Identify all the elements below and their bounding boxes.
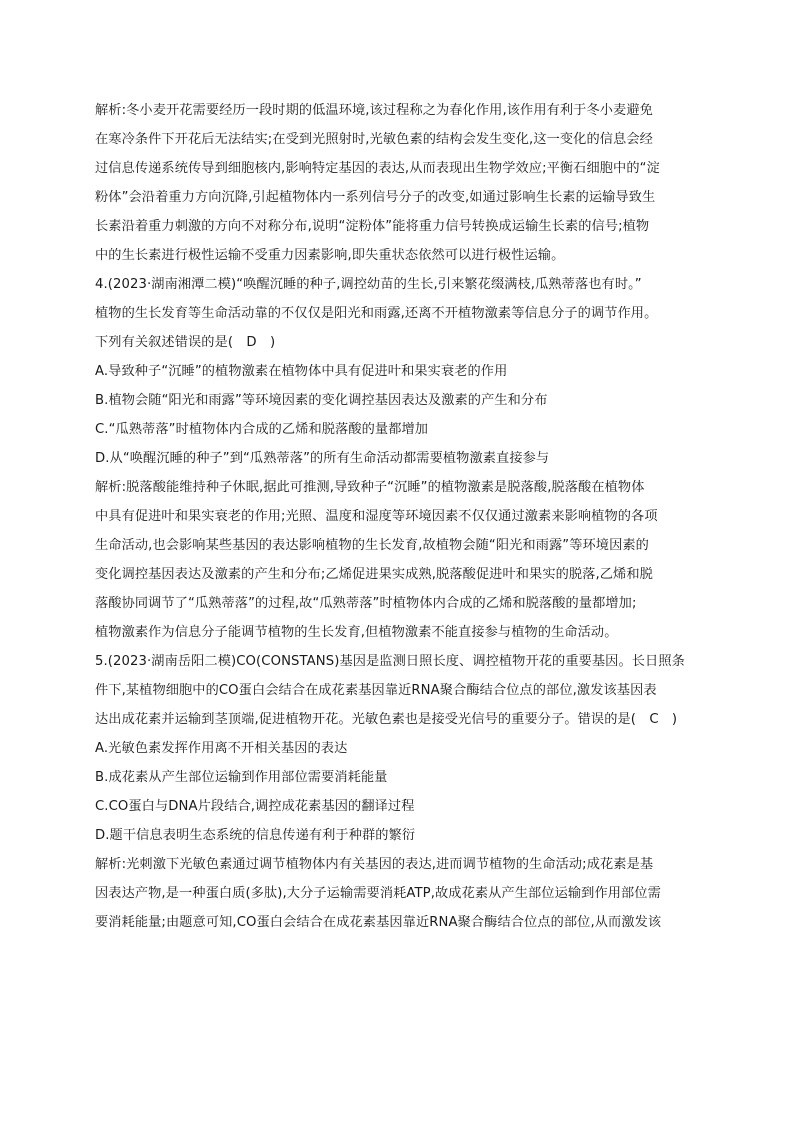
explanation-line: 生命活动,也会影响某些基因的表达影响植物的生长发育,故植物会随“阳光和雨露”等环境因素的 bbox=[95, 538, 649, 553]
question-stem-line: 植物的生长发育等生命活动靠的不仅仅是阳光和雨露,还离不开植物激素等信息分子的调节作用。 bbox=[95, 306, 658, 321]
option-b: B.植物会随“阳光和雨露”等环境因素的变化调控基因表达及激素的产生和分布 bbox=[95, 393, 548, 408]
explanation-line: 因表达产物,是一种蛋白质(多肽),大分子运输需要消耗ATP,故成花素从产生部位运输到作用部位需 bbox=[95, 886, 661, 901]
option-c: C.“瓜熟蒂落”时植物体内合成的乙烯和脱落酸的量都增加 bbox=[95, 422, 429, 437]
explanation-line: 要消耗能量;由题意可知,CO蛋白会结合在成花素基因靠近RNA聚合酶结合位点的部位,从而激发该 bbox=[95, 915, 662, 930]
question-5 bbox=[95, 647, 705, 937]
q3-explanation bbox=[95, 96, 705, 270]
question-4 bbox=[95, 270, 705, 647]
explanation-line: 粉体”会沿着重力方向沉降,引起植物体内一系列信号分子的改变,如通过影响生长素的运输导致生 bbox=[95, 190, 656, 205]
explanation-line: 解析:冬小麦开花需要经历一段时期的低温环境,该过程称之为春化作用,该作用有利于冬小麦避免 bbox=[95, 103, 653, 118]
option-a: A.导致种子“沉睡”的植物激素在植物体中具有促进叶和果实衰老的作用 bbox=[95, 364, 508, 379]
option-d: D.题干信息表明生态系统的信息传递有利于种群的繁衍 bbox=[95, 828, 416, 843]
page-content bbox=[95, 96, 705, 937]
explanation-line: 长素沿着重力刺激的方向不对称分布,说明“淀粉体”能将重力信号转换成运输生长素的信号;植物 bbox=[95, 219, 650, 234]
explanation-line: 中的生长素进行极性运输不受重力因素影响,即失重状态依然可以进行极性运输。 bbox=[95, 248, 565, 263]
question-stem-line: 5.(2023·湖南岳阳二模)CO(CONSTANS)基因是监测日照长度、调控植物开花的重要基因。长日照条 bbox=[95, 654, 685, 669]
question-stem-line: 4.(2023·湖南湘潭二模)“唤醒沉睡的种子,调控幼苗的生长,引来繁花缀满枝,瓜熟蒂落也有时。” bbox=[95, 277, 642, 292]
explanation-line: 在寒冷条件下开花后无法结实;在受到光照射时,光敏色素的结构会发生变化,这一变化的信息会经 bbox=[95, 132, 653, 147]
explanation-line: 中具有促进叶和果实衰老的作用;光照、温度和湿度等环境因素不仅仅通过激素来影响植物的各项 bbox=[95, 509, 658, 524]
explanation-line: 解析:光刺激下光敏色素通过调节植物体内有关基因的表达,进而调节植物的生命活动;成花素是基 bbox=[95, 857, 654, 872]
option-a: A.光敏色素发挥作用离不开相关基因的表达 bbox=[95, 741, 348, 756]
question-prompt: 下列有关叙述错误的是( D ) bbox=[95, 335, 276, 350]
question-stem-line: 达出成花素并运输到茎顶端,促进植物开花。光敏色素也是接受光信号的重要分子。错误的是( C ) bbox=[95, 712, 678, 727]
question-stem-line: 件下,某植物细胞中的CO蛋白会结合在成花素基因靠近RNA聚合酶结合位点的部位,激发该基因表 bbox=[95, 683, 657, 698]
explanation-line: 变化调控基因表达及激素的产生和分布;乙烯促进果实成熟,脱落酸促进叶和果实的脱落,乙烯和脱 bbox=[95, 567, 653, 582]
explanation-line: 解析:脱落酸能维持种子休眠,据此可推测,导致种子“沉睡”的植物激素是脱落酸,脱落酸在植物体 bbox=[95, 480, 645, 495]
option-d: D.从“唤醒沉睡的种子”到“瓜熟蒂落”的所有生命活动都需要植物激素直接参与 bbox=[95, 451, 550, 466]
explanation-line: 植物激素作为信息分子能调节植物的生长发育,但植物激素不能直接参与植物的生命活动。 bbox=[95, 625, 618, 640]
explanation-line: 过信息传递系统传导到细胞核内,影响特定基因的表达,从而表现出生物学效应;平衡石细胞中的“淀 bbox=[95, 161, 660, 176]
option-b: B.成花素从产生部位运输到作用部位需要消耗能量 bbox=[95, 770, 388, 785]
option-c: C.CO蛋白与DNA片段结合,调控成花素基因的翻译过程 bbox=[95, 799, 415, 814]
explanation-line: 落酸协同调节了“瓜熟蒂落”的过程,故“瓜熟蒂落”时植物体内合成的乙烯和脱落酸的量都增加; bbox=[95, 596, 637, 611]
